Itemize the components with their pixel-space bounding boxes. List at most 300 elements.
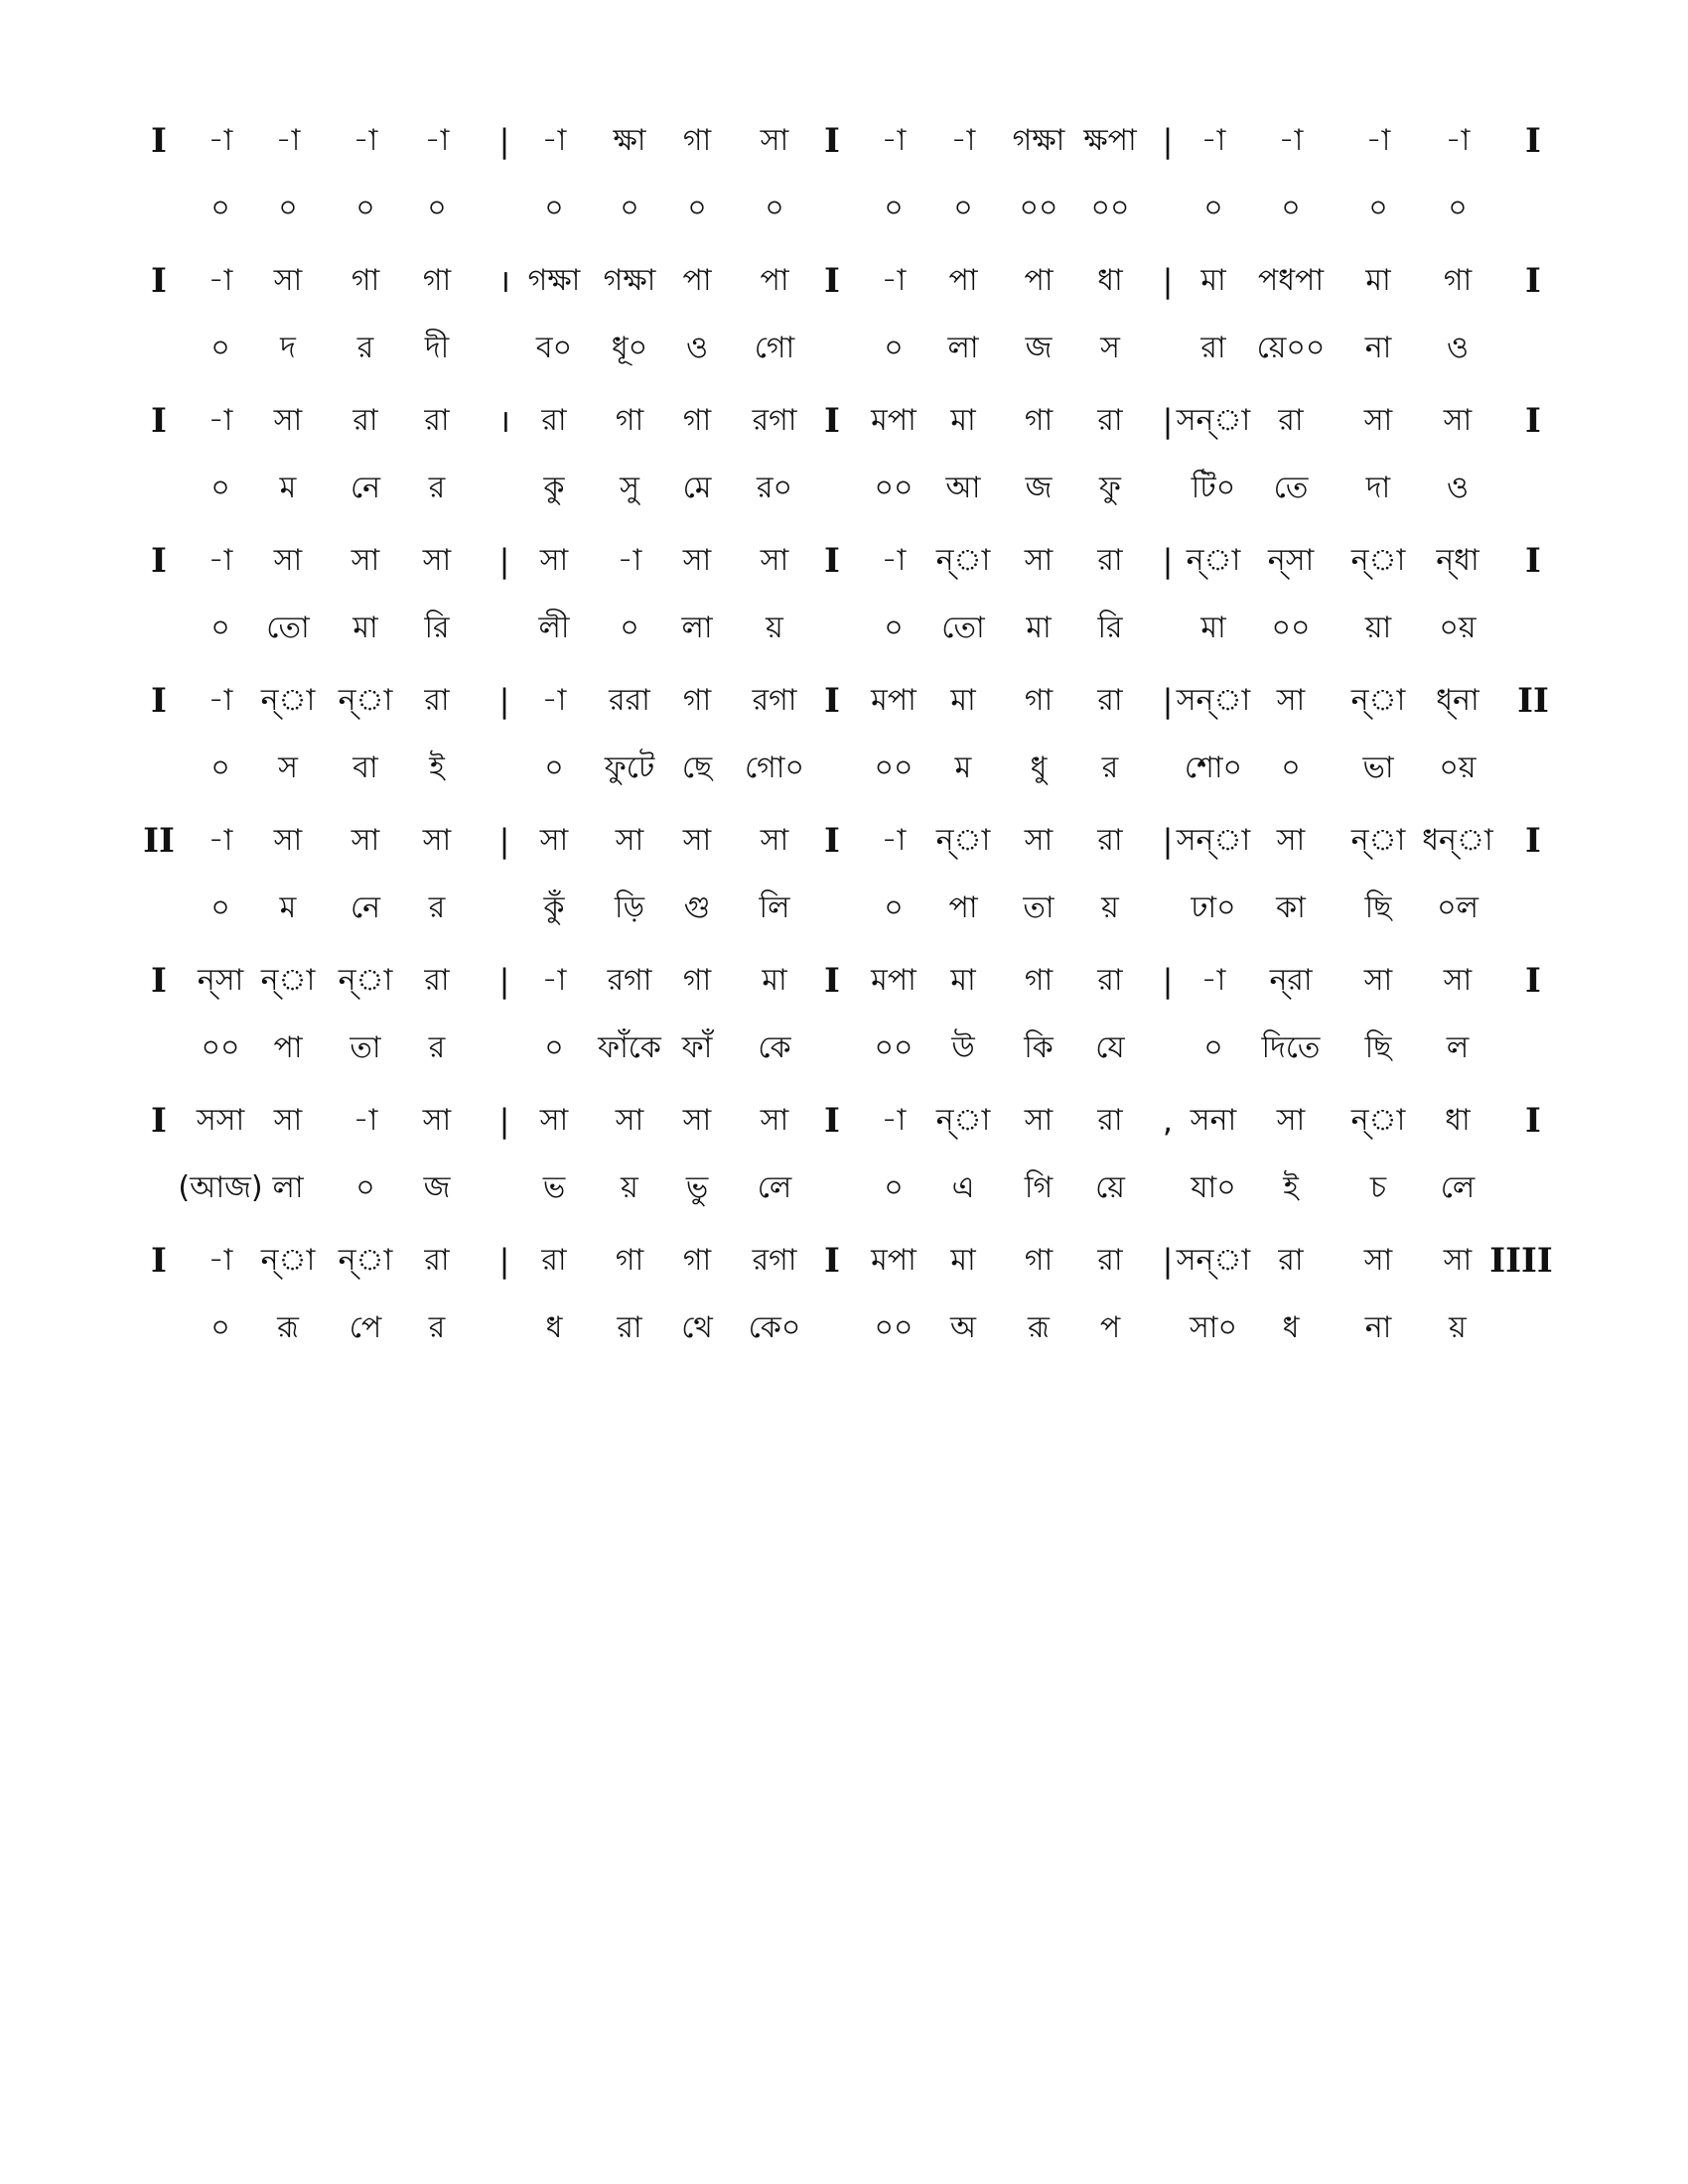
lyric-syllable: স [1100,331,1120,365]
lyric-syllable: ০ [884,611,904,645]
swara-note: সা [760,543,789,578]
swara-note: মা [950,963,976,998]
lyric-syllable: কু [543,471,565,505]
lyric-syllable: দা [1365,471,1391,505]
bar-line: | [1162,542,1174,580]
lyric-syllable: না [1364,331,1392,365]
lyric-syllable: ভু [685,1170,709,1205]
lyric-syllable: ছি [1364,890,1392,925]
lyric-syllable: য়ে০০ [1256,331,1326,365]
swara-note: -া [208,683,233,718]
lyric-syllable: ভা [1362,751,1394,785]
swara-note: ররা [609,683,650,718]
bar-line: IIII [1489,1241,1553,1281]
swara-note: ন্‌রা [1269,963,1313,998]
lyric-syllable: ০ [211,191,230,225]
swara-note: গা [1443,263,1473,298]
swara-note: মা [762,963,787,998]
swara-note: গা [682,403,712,438]
swara-note: রা [1278,403,1304,438]
lyric-syllable: সা০ [1189,1310,1238,1345]
swara-note: সা [273,1103,303,1138]
lyric-syllable: ০ [544,191,564,225]
swara-note: রা [424,683,450,718]
lyric-syllable: ০০ [874,751,914,785]
swara-note: মা [1365,263,1391,298]
lyric-syllable: র০ [756,471,793,505]
swara-note: সা [682,543,712,578]
swara-note: সা [682,1103,712,1138]
swara-note: মপা [871,403,916,438]
swara-note: -া [881,1103,907,1138]
lyric-syllable: তো [941,611,985,645]
lyric-syllable: র [428,890,446,925]
swara-note: রা [1097,963,1123,998]
bar-line: I [1525,121,1541,161]
lyric-line [0,1159,1688,1218]
swara-note: ন্‌সা [197,963,244,998]
lyric-syllable: আ [945,471,981,505]
swara-note: ক্ষা [613,123,646,158]
swara-note: গা [682,683,712,718]
lyric-syllable: রূ [277,1310,299,1345]
lyric-syllable: ০ [211,331,230,365]
swara-note: সা [1443,403,1473,438]
swara-note: সা [760,823,789,858]
lyric-syllable: ০ [884,890,904,925]
lyric-syllable: তা [350,1030,381,1065]
swara-line [0,951,1688,1011]
swara-note: -া [208,1243,233,1278]
bar-line: | [498,962,510,1000]
swara-note: সা [1363,963,1393,998]
swara-note: সা [422,823,452,858]
lyric-syllable: ম [279,471,297,505]
lyric-syllable: অ [950,1310,976,1345]
swara-note: ন্‌া [338,963,393,998]
lyric-syllable: ০ [953,191,973,225]
lyric-syllable: ম [279,890,297,925]
lyric-syllable: ফাঁকে [598,1030,661,1065]
bar-line: I [1525,261,1541,301]
bar-line: I [151,1241,167,1281]
lyric-syllable: মে [682,471,712,505]
swara-note: -া [208,403,233,438]
swara-note: ধন্‌া [1422,823,1493,858]
lyric-syllable: দিতে [1261,1030,1321,1065]
swara-note: রগা [752,403,797,438]
swara-note: -া [275,123,301,158]
lyric-syllable: ড়ি [614,890,645,925]
bar-line: I [151,261,167,301]
lyric-syllable: মা [352,611,378,645]
swara-note: সা [1024,1103,1054,1138]
swara-note: সা [539,823,569,858]
lyric-syllable: ই [1283,1170,1299,1205]
swara-note: -া [424,123,450,158]
bar-line: | [498,822,510,860]
swara-note: -া [881,263,907,298]
bar-line: | [1162,822,1174,860]
bar-line: I [151,541,167,581]
lyric-syllable: ০০ [874,1030,914,1065]
lyric-syllable: ০ [211,471,230,505]
lyric-syllable: জ [423,1170,451,1205]
swara-note: মা [950,683,976,718]
swara-note: রা [1097,1103,1123,1138]
lyric-line [0,599,1688,658]
swara-note: ন্‌া [260,1243,316,1278]
swara-note: মপা [871,963,916,998]
lyric-syllable: ০০ [874,471,914,505]
lyric-syllable: ০০ [1019,191,1058,225]
lyric-syllable: ঢা০ [1191,890,1236,925]
swara-note: সা [1443,963,1473,998]
bar-line: I [151,1101,167,1141]
swara-note: -া [950,123,976,158]
lyric-syllable: বা [352,751,378,785]
swara-note: রা [1097,683,1123,718]
bar-line: I [1525,1101,1541,1141]
swara-note: ন্‌া [338,683,393,718]
swara-note: -া [1365,123,1391,158]
lyric-syllable: (আজ) [178,1170,263,1205]
swara-note: সা [1276,1103,1306,1138]
swara-note: সা [760,1103,789,1138]
lyric-syllable: রি [1097,611,1123,645]
lyric-syllable: য় [1449,1310,1467,1345]
lyric-syllable: ও [685,331,709,365]
lyric-syllable: ০ [355,191,375,225]
lyric-syllable: লা [272,1170,304,1205]
lyric-syllable: জ [1025,331,1053,365]
lyric-syllable: য়ে [1095,1170,1125,1205]
swara-note: গা [351,263,380,298]
notation-row [0,531,1688,670]
swara-line [0,1231,1688,1291]
swara-note: রা [541,1243,567,1278]
lyric-syllable: নে [350,471,381,505]
bar-line: | [1162,962,1174,1000]
swara-note: পধপা [1257,263,1325,298]
lyric-syllable: ০ [765,191,784,225]
lyric-syllable: ০ [211,611,230,645]
lyric-syllable: ০ [1203,1030,1223,1065]
swara-note: রা [1097,1243,1123,1278]
lyric-syllable: তো [266,611,310,645]
swara-note: রা [1097,543,1123,578]
bar-line: I [151,681,167,721]
swara-note: ন্‌া [338,1243,393,1278]
lyric-syllable: ল [1446,1030,1470,1065]
lyric-syllable: র [1101,751,1119,785]
lyric-syllable: ০য় [1439,751,1477,785]
lyric-syllable: ধু [1030,751,1048,785]
swara-note: রা [1097,823,1123,858]
lyric-syllable: ফুটে [604,751,655,785]
lyric-syllable: পা [273,1030,303,1065]
swara-note: -া [541,683,567,718]
swara-line [0,1091,1688,1151]
lyric-syllable: ছে [681,751,713,785]
swara-note: গক্ষা [603,263,656,298]
swara-note: সা [682,823,712,858]
swara-note: গা [1024,683,1054,718]
lyric-syllable: তা [1023,890,1055,925]
swara-note: -া [208,123,233,158]
swara-note: রা [1278,1243,1304,1278]
swara-note: সা [351,823,380,858]
bar-line: I [824,1101,840,1141]
swara-note: ক্ষপা [1083,123,1137,158]
lyric-syllable: শো০ [1184,751,1243,785]
lyric-syllable: ০ [1203,191,1223,225]
swara-note: ন্‌া [935,823,991,858]
lyric-syllable: র [356,331,374,365]
swara-line [0,391,1688,451]
lyric-syllable: লি [759,890,790,925]
lyric-syllable: কে [758,1030,791,1065]
lyric-syllable: ০০ [201,1030,240,1065]
swara-note: -া [541,123,567,158]
swara-note: সন্‌া [1176,683,1251,718]
swara-note: সসা [196,1103,245,1138]
swara-note: সা [1276,823,1306,858]
swara-note: -া [881,543,907,578]
lyric-syllable: ০ [1368,191,1388,225]
lyric-syllable: ০য় [1439,611,1477,645]
notation-row [0,811,1688,950]
lyric-syllable: জ [1025,471,1053,505]
bar-line: | [1162,682,1174,720]
lyric-syllable: দ [280,331,296,365]
bar-line: | [1162,122,1174,160]
swara-note: ন্‌া [1350,683,1406,718]
lyric-syllable: ধ [545,1310,563,1345]
swara-note: ধ্‌না [1436,683,1479,718]
lyric-syllable: রা [617,1310,642,1345]
lyric-syllable: য় [766,611,783,645]
swara-note: ন্‌া [1350,543,1406,578]
swara-note: -া [208,543,233,578]
lyric-syllable: কে০ [748,1310,801,1345]
lyric-syllable: গো [754,331,795,365]
lyric-syllable: কি [1024,1030,1054,1065]
lyric-syllable: গি [1024,1170,1054,1205]
swara-note: -া [617,543,642,578]
swara-note: সা [1363,1243,1393,1278]
lyric-syllable: এ [951,1170,975,1205]
swara-note: -া [352,123,378,158]
lyric-syllable: র [428,1310,446,1345]
swara-note: ধা [1445,1103,1471,1138]
lyric-syllable: না [1364,1310,1392,1345]
bar-line: I [824,261,840,301]
lyric-syllable: ০০ [1090,191,1130,225]
swara-note: সা [1276,683,1306,718]
swara-note: সা [351,543,380,578]
bar-line: I [151,961,167,1001]
notation-row [0,1091,1688,1230]
notation-row [0,1231,1688,1370]
bar-line: II [143,821,175,861]
lyric-syllable: ফু [1099,471,1121,505]
lyric-line [0,179,1688,238]
swara-note: পা [1024,263,1054,298]
lyric-syllable: রি [424,611,450,645]
bar-line: | [1162,262,1174,300]
lyric-line [0,879,1688,938]
lyric-line [0,319,1688,378]
bar-line: I [824,401,840,441]
swara-note: ন্‌ধা [1436,543,1479,578]
lyric-syllable: ০ [278,191,298,225]
lyric-syllable: পা [948,890,978,925]
swara-note: গা [682,123,712,158]
lyric-syllable: কুঁ [543,890,565,925]
lyric-syllable: ০ [884,331,904,365]
swara-note: মা [950,403,976,438]
swara-note: মা [1200,263,1226,298]
swara-note: -া [881,823,907,858]
lyric-syllable: স [278,751,298,785]
swara-note: পা [682,263,712,298]
swara-note: ন্‌া [935,543,991,578]
swara-note: সা [422,543,452,578]
lyric-syllable: ধ [1282,1310,1300,1345]
bar-line: | [498,542,510,580]
bar-line: I [824,541,840,581]
lyric-syllable: প [1099,1310,1121,1345]
swara-note: রা [1097,403,1123,438]
swara-note: সন্‌া [1176,823,1251,858]
swara-note: রা [424,1243,450,1278]
bar-line: I [1525,541,1541,581]
lyric-syllable: নে [350,890,381,925]
bar-line: I [824,961,840,1001]
swara-note: গা [1024,403,1054,438]
swara-note: -া [1445,123,1471,158]
swara-note: গা [422,263,452,298]
bar-line: | [498,122,510,160]
bar-line: I [1525,401,1541,441]
lyric-syllable: কা [1276,890,1306,925]
swara-note: গা [682,1243,712,1278]
lyric-syllable: ০ [544,751,564,785]
bar-line: I [151,121,167,161]
lyric-syllable: থে [681,1310,713,1345]
bar-line: । [497,262,511,300]
lyric-syllable: ০ [1281,751,1301,785]
swara-note: সন্‌া [1176,1243,1251,1278]
lyric-syllable: র [428,1030,446,1065]
bar-line: | [498,682,510,720]
swara-note: ন্‌া [1186,543,1241,578]
lyric-syllable: ০ [884,1170,904,1205]
lyric-syllable: লে [757,1170,792,1205]
swara-note: সনা [1190,1103,1237,1138]
bar-line: I [151,401,167,441]
bar-line: I [1525,961,1541,1001]
notation-row [0,251,1688,390]
lyric-syllable: ধূ০ [611,331,648,365]
swara-note: রা [541,403,567,438]
swara-note: -া [352,1103,378,1138]
lyric-syllable: সু [620,471,639,505]
swara-note: গক্ষা [527,263,581,298]
lyric-syllable: চ [1369,1170,1387,1205]
lyric-syllable: ছি [1364,1030,1392,1065]
lyric-syllable: যে [1095,1030,1125,1065]
bar-line: I [824,821,840,861]
swara-note: রা [352,403,378,438]
lyric-syllable: য় [621,1170,638,1205]
lyric-syllable: পে [349,1310,382,1345]
bar-line: | [1162,1242,1174,1280]
lyric-syllable: য়া [1364,611,1392,645]
swara-note: সা [539,1103,569,1138]
lyric-syllable: টি০ [1191,471,1236,505]
lyric-syllable: ০ [620,611,639,645]
swara-note: সা [1024,823,1054,858]
bar-line: I [824,681,840,721]
swara-note: মা [950,1243,976,1278]
swara-note: গা [615,403,644,438]
lyric-syllable: ০ [687,191,707,225]
lyric-syllable: দী [424,331,450,365]
lyric-syllable: যা০ [1191,1170,1236,1205]
swara-note: সা [273,823,303,858]
swara-note: রা [424,963,450,998]
lyric-syllable: উ [951,1030,975,1065]
swara-note: মপা [871,1243,916,1278]
lyric-line [0,739,1688,798]
lyric-line [0,1298,1688,1358]
lyric-syllable: ০ [1281,191,1301,225]
lyric-syllable: য় [1101,890,1119,925]
swara-note: সা [1443,1243,1473,1278]
lyric-syllable: ভ [542,1170,566,1205]
swara-note: গক্ষা [1012,123,1065,158]
lyric-syllable: র [428,471,446,505]
swara-note: -া [881,123,907,158]
swara-note: রা [424,403,450,438]
lyric-syllable: ফাঁ [681,1030,713,1065]
lyric-syllable: ০০ [1271,611,1311,645]
swara-note: -া [541,963,567,998]
lyric-syllable: ০ [211,751,230,785]
swara-note: সা [273,543,303,578]
swara-note: রগা [752,683,797,718]
swara-note: সন্‌া [1176,403,1251,438]
swara-note: রগা [607,963,652,998]
lyric-syllable: গো০ [744,751,805,785]
swara-note: ন্‌া [1350,823,1406,858]
lyric-syllable: গু [683,890,711,925]
lyric-syllable: লা [681,611,713,645]
lyric-syllable: ম [954,751,972,785]
lyric-syllable: রা [1200,331,1226,365]
swara-note: ন্‌া [260,683,316,718]
swara-note: -া [1200,123,1226,158]
lyric-syllable: লী [538,611,570,645]
swara-note: -া [1200,963,1226,998]
swara-note: সা [273,403,303,438]
lyric-syllable: ০ [211,1310,230,1345]
lyric-syllable: ০ [1448,191,1468,225]
lyric-syllable: লে [1440,1170,1476,1205]
bar-line: | [498,1102,510,1140]
